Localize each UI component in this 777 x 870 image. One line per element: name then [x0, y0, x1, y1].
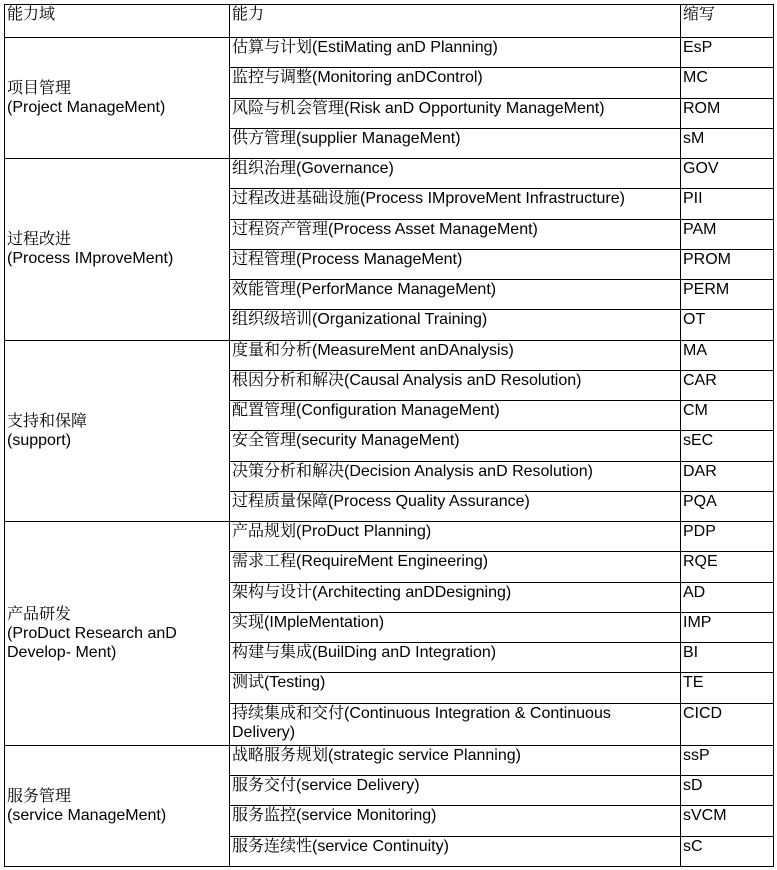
abbreviation-cell: RQE — [681, 552, 774, 582]
abbreviation-cell: sM — [681, 128, 774, 158]
abbreviation-cell: sD — [681, 776, 774, 806]
abbreviation-cell: DAR — [681, 461, 774, 491]
abbreviation-cell: sC — [681, 836, 774, 866]
ability-cell: 风险与机会管理(Risk anD Opportunity ManageMent) — [230, 98, 681, 128]
abbreviation-cell: MC — [681, 68, 774, 98]
ability-cell: 配置管理(Configuration ManageMent) — [230, 401, 681, 431]
domain-name-en: (Project ManageMent) — [7, 99, 166, 116]
domain-cell — [5, 745, 230, 866]
ability-cell: 度量和分析(MeasureMent anDAnalysis) — [230, 340, 681, 370]
abbreviation-cell: CM — [681, 401, 774, 431]
domain-cell — [5, 159, 230, 341]
abbreviation-cell: PERM — [681, 280, 774, 310]
table-row — [5, 340, 774, 370]
header-domain: 能力域 — [5, 5, 230, 38]
table-row — [5, 159, 774, 189]
ability-cell: 过程改进基础设施(Process IMproveMent Infrastructure) — [230, 189, 681, 219]
domain-name-en: (ProDuct Research anD Develop- Ment) — [7, 624, 177, 661]
abbreviation-cell: ssP — [681, 745, 774, 775]
domain-name-en: (Process IMproveMent) — [7, 250, 174, 268]
ability-cell: 过程质量保障(Process Quality Assurance) — [230, 491, 681, 521]
table-row — [5, 522, 774, 552]
abbreviation-cell: sEC — [681, 431, 774, 461]
ability-cell: 服务连续性(service Continuity) — [230, 836, 681, 866]
ability-cell: 持续集成和交付(Continuous Integration & Continuous Delivery) — [230, 703, 681, 745]
ability-cell: 决策分析和解决(Decision Analysis anD Resolution) — [230, 461, 681, 491]
abbreviation-cell: EsP — [681, 38, 774, 68]
abbreviation-cell: OT — [681, 310, 774, 340]
abbreviation-cell: GOV — [681, 159, 774, 189]
ability-cell: 效能管理(PerforMance ManageMent) — [230, 280, 681, 310]
header-ability: 能力 — [230, 5, 681, 38]
ability-cell: 架构与设计(Architecting anDDesigning) — [230, 582, 681, 612]
ability-cell: 实现(IMpleMentation) — [230, 612, 681, 642]
table-body — [5, 38, 774, 867]
abbreviation-cell: ROM — [681, 98, 774, 128]
abbreviation-cell: PAM — [681, 219, 774, 249]
ability-cell: 供方管理(supplier ManageMent) — [230, 128, 681, 158]
domain-name-zh: 项目管理 — [7, 80, 72, 97]
ability-cell: 安全管理(security ManageMent) — [230, 431, 681, 461]
domain-name-zh: 产品研发 — [7, 605, 72, 623]
abbreviation-cell: PQA — [681, 491, 774, 521]
abbreviation-cell: IMP — [681, 612, 774, 642]
ability-cell: 测试(Testing) — [230, 673, 681, 703]
ability-cell: 战略服务规划(strategic service Planning) — [230, 745, 681, 775]
domain-name-zh: 服务管理 — [7, 787, 72, 805]
table-row — [5, 38, 774, 68]
abbreviation-cell: AD — [681, 582, 774, 612]
ability-cell: 过程资产管理(Process Asset ManageMent) — [230, 219, 681, 249]
abbreviation-cell: CAR — [681, 370, 774, 400]
domain-name-en: (support) — [7, 431, 72, 449]
ability-cell: 服务监控(service Monitoring) — [230, 806, 681, 836]
abbreviation-cell: sVCM — [681, 806, 774, 836]
abbreviation-cell: BI — [681, 643, 774, 673]
domain-name-zh: 支持和保障 — [7, 412, 88, 430]
domain-name-en: (service ManageMent) — [7, 806, 167, 824]
abbreviation-cell: PDP — [681, 522, 774, 552]
ability-cell: 服务交付(service Delivery) — [230, 776, 681, 806]
ability-cell: 组织治理(Governance) — [230, 159, 681, 189]
abbreviation-cell: CICD — [681, 703, 774, 745]
ability-cell: 估算与计划(EstiMating anD Planning) — [230, 38, 681, 68]
capability-table — [4, 4, 774, 867]
ability-cell: 组织级培训(Organizational Training) — [230, 310, 681, 340]
domain-cell — [5, 522, 230, 746]
ability-cell: 构建与集成(BuilDing anD Integration) — [230, 643, 681, 673]
header-row — [5, 5, 774, 38]
ability-cell: 监控与调整(Monitoring anDControl) — [230, 68, 681, 98]
ability-cell: 产品规划(ProDuct Planning) — [230, 522, 681, 552]
domain-cell — [5, 38, 230, 159]
abbreviation-cell: TE — [681, 673, 774, 703]
abbreviation-cell: PII — [681, 189, 774, 219]
ability-cell: 过程管理(Process ManageMent) — [230, 249, 681, 279]
ability-cell: 根因分析和解决(Causal Analysis anD Resolution) — [230, 370, 681, 400]
abbreviation-cell: MA — [681, 340, 774, 370]
domain-cell — [5, 340, 230, 522]
abbreviation-cell: PROM — [681, 249, 774, 279]
header-abbreviation: 缩写 — [681, 5, 774, 38]
ability-cell: 需求工程(RequireMent Engineering) — [230, 552, 681, 582]
domain-name-zh: 过程改进 — [7, 231, 72, 249]
table-row — [5, 745, 774, 775]
